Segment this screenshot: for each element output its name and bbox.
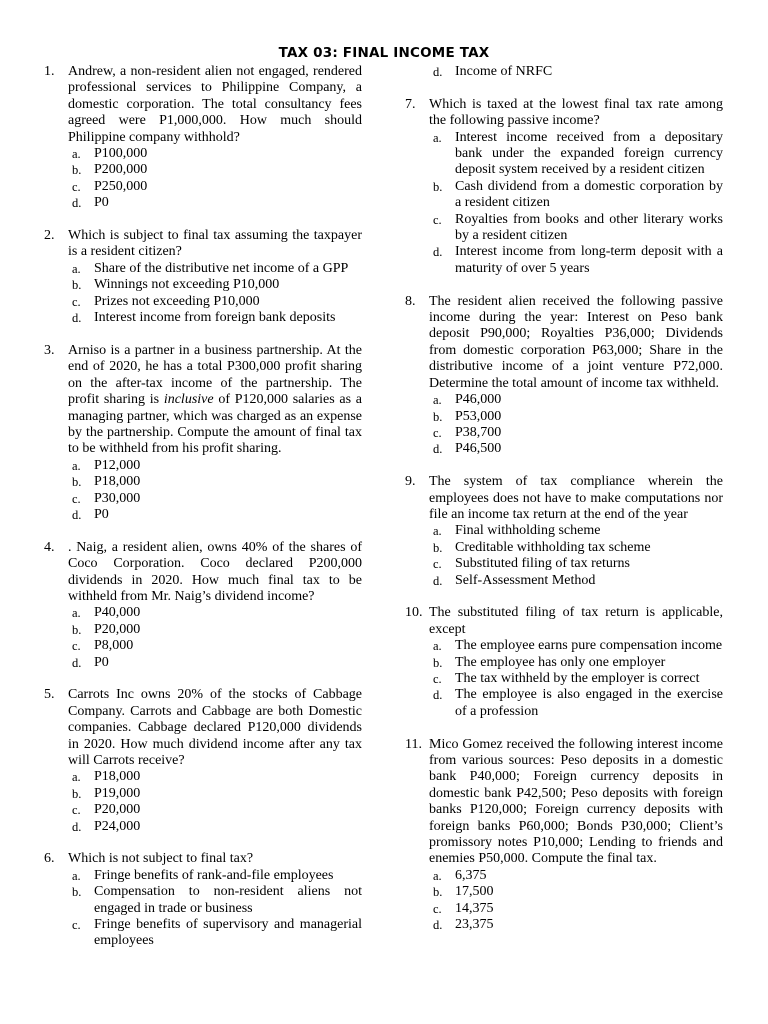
- option-text: P100,000: [94, 146, 148, 162]
- option-c: [68, 638, 362, 654]
- option-letter: b.: [72, 885, 82, 900]
- option-letter: b.: [433, 655, 443, 670]
- option-letter: a.: [433, 393, 442, 408]
- option-text: The employee earns pure compensation income: [455, 638, 723, 654]
- option-text: P0: [94, 654, 109, 670]
- option-text: Winnings not exceeding P10,000: [94, 277, 280, 293]
- option-a: [429, 130, 723, 179]
- option-letter: c.: [72, 294, 81, 309]
- option-letter: c.: [433, 671, 442, 686]
- option-letter: b.: [72, 278, 82, 293]
- option-letter: b.: [433, 540, 443, 555]
- question-4: [44, 540, 362, 671]
- left-column: [44, 64, 362, 966]
- option-letter: d.: [433, 245, 443, 260]
- question-text-emphasis: inclusive: [163, 392, 214, 408]
- option-c: [429, 556, 723, 572]
- option-text: 6,375: [455, 867, 487, 883]
- option-text: Fringe benefits of rank-and-file employees: [94, 867, 334, 883]
- option-c: [429, 671, 723, 687]
- option-letter: c.: [72, 918, 81, 933]
- option-text: Cash dividend from a domestic corporation by a resident citizen: [455, 178, 723, 211]
- option-a: [68, 769, 362, 785]
- option-b: [68, 162, 362, 178]
- option-text: Income of NRFC: [455, 64, 553, 79]
- question-text: Carrots Inc owns 20% of the stocks of Cabbage Company. Carrots and Cabbage are both Domestic companies. Cabbage declared P120,000 dividends in 2020. How much dividend income after any tax will Carrots receive?: [68, 687, 362, 768]
- question-number: 4.: [44, 539, 55, 555]
- option-text: Final withholding scheme: [455, 523, 601, 539]
- option-letter: a.: [72, 770, 81, 785]
- option-letter: a.: [72, 606, 81, 621]
- option-letter: d.: [72, 311, 82, 326]
- question-2: [44, 228, 362, 326]
- option-text: Interest income from foreign bank deposits: [94, 310, 336, 326]
- question-number: 1.: [44, 64, 55, 79]
- page-title: TAX 03: FINAL INCOME TAX: [278, 45, 490, 61]
- option-letter: c.: [72, 179, 81, 194]
- question-number: 6.: [44, 851, 55, 867]
- option-letter: d.: [72, 196, 82, 211]
- option-c: [68, 179, 362, 195]
- option-letter: a.: [433, 524, 442, 539]
- option-a: [68, 605, 362, 621]
- option-a: [68, 458, 362, 474]
- option-letter: b.: [433, 179, 443, 194]
- option-text: Self-Assessment Method: [455, 572, 596, 588]
- option-b: [429, 655, 723, 671]
- option-text: P38,700: [455, 424, 502, 440]
- question-number: 11.: [405, 736, 422, 752]
- option-text: The employee is also engaged in the exercise of a profession: [455, 687, 723, 719]
- option-a: [68, 261, 362, 277]
- question-text-part: of P120,000 salaries as a managing partner, which was charged as an expense by the partnership. Compute the amount of final tax to be withheld from his profit sharing.: [68, 392, 363, 457]
- option-text: Fringe benefits of supervisory and managerial employees: [94, 917, 362, 949]
- question-text: The system of tax compliance wherein the employees does not have to make computations nor file an income tax return at the end of the year: [429, 474, 723, 522]
- option-text: Interest income received from a depositary bank under the expanded foreign currency deposit system received by a resident citizen: [455, 129, 723, 178]
- option-text: P46,000: [455, 392, 502, 408]
- option-text: Royalties from books and other literary works by a resident citizen: [455, 211, 723, 244]
- option-c: [68, 491, 362, 507]
- question-number: 8.: [405, 293, 416, 309]
- option-b: [68, 786, 362, 802]
- option-letter: b.: [433, 409, 443, 424]
- question-6: [44, 851, 362, 949]
- question-3: [44, 343, 362, 523]
- option-text: P18,000: [94, 474, 141, 490]
- option-b: [429, 179, 723, 212]
- option-letter: d.: [72, 655, 82, 670]
- option-text: P19,000: [94, 785, 141, 801]
- question-8: [405, 294, 723, 458]
- question-5: [44, 687, 362, 835]
- option-c: [68, 294, 362, 310]
- option-c: [68, 802, 362, 818]
- question-number: 10.: [405, 605, 423, 621]
- option-b: [68, 474, 362, 490]
- option-text: 23,375: [455, 917, 494, 933]
- option-b: [68, 622, 362, 638]
- question-text: The resident alien received the following passive income during the year: Interest on Peso bank deposit P90,000; Royalties P36,000; Dividends from domestic corporation P63,000; Share in the distributive income of a joint venture P72,000. Determine the total amount of income tax withheld.: [429, 293, 723, 391]
- question-number: 5.: [44, 687, 55, 703]
- option-letter: a.: [433, 868, 442, 883]
- option-a: [68, 146, 362, 162]
- option-c: [429, 901, 723, 917]
- option-text: Substituted filing of tax returns: [455, 556, 630, 572]
- option-d: [68, 655, 362, 671]
- option-b: [68, 884, 362, 917]
- question-text: The substituted filing of tax return is applicable, except: [429, 605, 723, 637]
- question-text: Which is subject to final tax assuming the taxpayer is a resident citizen?: [68, 228, 362, 260]
- option-d-carryover: [405, 64, 723, 80]
- option-d: [429, 441, 723, 457]
- option-letter: c.: [72, 491, 81, 506]
- option-letter: c.: [433, 557, 442, 572]
- option-d: [68, 310, 362, 326]
- option-letter: d.: [433, 442, 443, 457]
- question-text: Andrew, a non-resident alien not engaged, rendered professional services to Philippine Company, a domestic corporation. The total consultancy fees agreed were P1,000,000. How much should Philippine company withhold?: [68, 64, 362, 145]
- option-text: The tax withheld by the employer is correct: [455, 670, 700, 686]
- option-letter: a.: [433, 639, 442, 654]
- option-text: The employee has only one employer: [455, 654, 666, 670]
- right-column: [405, 64, 723, 950]
- option-letter: c.: [433, 425, 442, 440]
- option-letter: a.: [72, 868, 81, 883]
- question-text: Which is taxed at the lowest final tax rate among the following passive income?: [429, 96, 723, 129]
- option-letter: d.: [72, 507, 82, 522]
- option-b: [429, 884, 723, 900]
- question-11: [405, 737, 723, 934]
- option-letter: b.: [72, 475, 82, 490]
- option-d: [68, 195, 362, 211]
- option-letter: a.: [72, 147, 81, 162]
- option-letter: c.: [433, 212, 442, 227]
- option-text: P250,000: [94, 178, 148, 194]
- option-b: [429, 540, 723, 556]
- option-letter: b.: [433, 885, 443, 900]
- option-c: [429, 212, 723, 245]
- option-text: P20,000: [94, 621, 141, 637]
- question-9: [405, 474, 723, 589]
- option-text: Creditable withholding tax scheme: [455, 539, 651, 555]
- question-number: 3.: [44, 342, 55, 358]
- option-d: [429, 244, 723, 277]
- option-text: P40,000: [94, 605, 141, 621]
- option-letter: c.: [433, 901, 442, 916]
- question-text-part: Arniso is a partner in a business partnership. At the end of 2020, he has a total P300,000 profit sharing on the after-tax income of the partnership. The profit sharing is: [68, 342, 362, 408]
- option-d: [68, 507, 362, 523]
- option-letter: b.: [72, 622, 82, 637]
- option-text: Share of the distributive net income of a GPP: [94, 260, 349, 276]
- option-d: [429, 917, 723, 933]
- option-text: P12,000: [94, 457, 141, 473]
- option-letter: a.: [72, 458, 81, 473]
- question-10: [405, 605, 723, 720]
- option-text: P46,500: [455, 441, 502, 457]
- option-text: P30,000: [94, 490, 141, 506]
- question-text: . Naig, a resident alien, owns 40% of the shares of Coco Corporation. Coco declared P200,000 dividends in 2020. How much final tax to be withheld from Mr. Naig’s dividend income?: [68, 539, 362, 604]
- option-a: [429, 392, 723, 408]
- option-d: [429, 687, 723, 720]
- option-a: [429, 638, 723, 654]
- option-b: [429, 409, 723, 425]
- question-text: [68, 343, 362, 458]
- question-number: 7.: [405, 96, 416, 112]
- question-7: [405, 97, 723, 277]
- option-text: 17,500: [455, 884, 494, 900]
- option-letter: d.: [433, 65, 443, 79]
- option-letter: d.: [433, 918, 443, 933]
- option-text: Prizes not exceeding P10,000: [94, 293, 260, 309]
- option-letter: b.: [72, 786, 82, 801]
- option-text: P8,000: [94, 638, 134, 654]
- option-d: [68, 819, 362, 835]
- option-a: [68, 868, 362, 884]
- option-letter: d.: [433, 688, 443, 703]
- option-text: P18,000: [94, 769, 141, 785]
- question-1: [44, 64, 362, 212]
- option-letter: c.: [72, 639, 81, 654]
- option-text: P20,000: [94, 802, 141, 818]
- option-text: 14,375: [455, 900, 494, 916]
- option-c: [68, 917, 362, 950]
- option-text: Interest income from long-term deposit with a maturity of over 5 years: [455, 244, 723, 276]
- option-a: [429, 868, 723, 884]
- option-a: [429, 523, 723, 539]
- option-letter: b.: [72, 163, 82, 178]
- option-letter: a.: [433, 130, 442, 145]
- option-text: P200,000: [94, 162, 148, 178]
- option-letter: c.: [72, 803, 81, 818]
- question-number: 9.: [405, 474, 416, 490]
- option-text: Compensation to non-resident aliens not engaged in trade or business: [94, 884, 362, 916]
- option-d: [429, 573, 723, 589]
- option-letter: d.: [72, 819, 82, 834]
- option-b: [68, 277, 362, 293]
- option-text: P0: [94, 195, 109, 211]
- question-text: Mico Gomez received the following interest income from various sources: Peso deposits in a domestic bank P40,000; Foreign currency deposits in domestic bank P42,500; Peso deposits with foreign banks P120,000; Foreign currency deposits with foreign banks P60,000; Bonds P30,000; Client’s promissory notes P10,000; Lending to friends and enemies P50,000. Compute the final tax.: [429, 736, 723, 867]
- option-letter: d.: [433, 573, 443, 588]
- option-text: P53,000: [455, 408, 502, 424]
- option-text: P24,000: [94, 818, 141, 834]
- question-number: 2.: [44, 228, 55, 244]
- option-c: [429, 425, 723, 441]
- option-text: P0: [94, 506, 109, 522]
- question-text: Which is not subject to final tax?: [68, 851, 254, 867]
- option-letter: a.: [72, 261, 81, 276]
